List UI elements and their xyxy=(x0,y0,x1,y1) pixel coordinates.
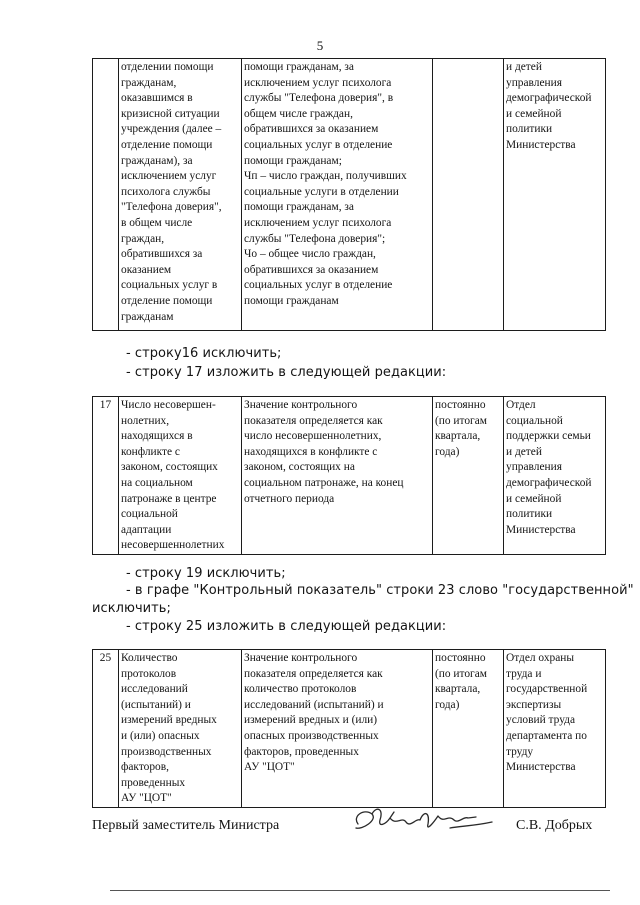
instruction-delete-row-19: - строку 19 исключить; xyxy=(126,566,286,581)
cell-text-line: и семейной xyxy=(506,107,562,120)
cell-text-line: Отдел xyxy=(506,399,536,411)
cell-calculation xyxy=(242,397,433,555)
cell-text-line: социальных услуг в отделение xyxy=(244,279,393,292)
table-row xyxy=(93,59,606,331)
cell-text-line: законом, состоящих xyxy=(121,461,218,474)
cell-text-line: квартала, xyxy=(435,683,481,696)
cell-text-line: государственной xyxy=(506,683,588,696)
cell-text-line: отчетного периода xyxy=(244,492,335,505)
cell-text-line: опасных производственных xyxy=(244,729,379,742)
instruction-edit-row-23-cont: исключить; xyxy=(92,601,171,616)
cell-text-line: года) xyxy=(435,445,460,458)
cell-text-line: измерений вредных xyxy=(121,714,217,727)
cell-text-line: службы "Телефона доверия", в xyxy=(244,92,394,105)
cell-text-line: исключением услуг xyxy=(121,170,217,183)
table-row xyxy=(93,397,606,555)
cell-text-line: условий труда xyxy=(506,714,576,727)
instruction-delete-row-16: - строку16 исключить; xyxy=(126,346,282,361)
cell-text-line: исследований (испытаний) и xyxy=(244,698,384,711)
cell-text-line: обратившихся за оказанием xyxy=(244,123,379,136)
cell-text-line: и детей xyxy=(506,61,542,73)
cell-text-line: отделении помощи xyxy=(121,61,214,73)
cell-text-line: отделение помощи xyxy=(121,138,213,151)
cell-text-line: число несовершеннолетних, xyxy=(244,430,382,443)
cell-number xyxy=(93,59,119,331)
handwritten-signature xyxy=(350,798,500,844)
cell-text-line: нолетних, xyxy=(121,414,170,427)
cell-text-line: года) xyxy=(435,698,460,711)
cell-text-line: политики xyxy=(506,123,553,136)
cell-text-line: службы "Телефона доверия"; xyxy=(244,232,386,245)
instruction-replace-row-17: - строку 17 изложить в следующей редакции: xyxy=(126,365,447,380)
cell-text-line: факторов, проведенных xyxy=(244,745,359,758)
cell-text-line: количество протоколов xyxy=(244,683,357,696)
cell-text-line: в общем числе xyxy=(121,216,193,229)
cell-number xyxy=(93,650,119,808)
cell-text-line: и (или) опасных xyxy=(121,729,200,742)
cell-text-line: конфликте с xyxy=(121,445,180,458)
cell-text-line: учреждения (далее – xyxy=(121,123,222,136)
cell-text-line: помощи гражданам xyxy=(244,294,339,307)
cell-text-line: и детей xyxy=(506,445,542,458)
cell-text-line: гражданам), за xyxy=(121,154,193,167)
cell-text-line: проведенных xyxy=(121,776,186,789)
cell-text-line: обратившихся за xyxy=(121,248,203,261)
cell-text-line: экспертизы xyxy=(506,698,562,711)
cell-text-line: показателя определяется как xyxy=(244,414,383,427)
instruction-replace-row-25: - строку 25 изложить в следующей редакции: xyxy=(126,619,447,634)
cell-text-line: постоянно xyxy=(435,399,486,411)
cell-frequency xyxy=(433,650,504,808)
cell-text-line: квартала, xyxy=(435,430,481,443)
cell-calculation xyxy=(242,650,433,808)
cell-indicator xyxy=(119,397,242,555)
cell-text-line: социальной xyxy=(121,508,178,521)
cell-text-line: находящихся в конфликте с xyxy=(244,445,378,458)
cell-calculation xyxy=(242,59,433,331)
cell-frequency xyxy=(433,59,504,331)
cell-text-line: общем числе граждан, xyxy=(244,107,353,120)
cell-text-line: демографической xyxy=(506,92,592,105)
cell-text-line: измерений вредных и (или) xyxy=(244,714,378,727)
cell-text-line: Отдел охраны xyxy=(506,652,575,664)
cell-text-line: Значение контрольного xyxy=(244,399,358,411)
cell-text-line: отделение помощи xyxy=(121,294,213,307)
cell-text-line: Министерства xyxy=(506,761,576,774)
cell-text-line: на социальном xyxy=(121,476,193,489)
cell-responsible xyxy=(504,59,606,331)
cell-text-line: демографической xyxy=(506,476,592,489)
cell-text-line: оказавшимся в xyxy=(121,92,193,105)
cell-text-line: "Телефона доверия", xyxy=(121,201,222,214)
cell-text-line: находящихся в xyxy=(121,430,193,443)
cell-text-line: исключением услуг психолога xyxy=(244,216,392,229)
cell-indicator xyxy=(119,59,242,331)
cell-text-line: труда и xyxy=(506,667,542,680)
cell-text-line: граждан, xyxy=(121,232,165,245)
cell-text-line: (по итогам xyxy=(435,667,487,680)
cell-text-line: политики xyxy=(506,508,553,521)
cell-text-line: труду xyxy=(506,745,534,758)
cell-text-line: социальном патронаже, на конец xyxy=(244,476,404,489)
cell-frequency xyxy=(433,397,504,555)
instruction-edit-row-23: - в графе "Контрольный показатель" строки 23 слово "государственной" xyxy=(126,583,634,598)
continuation-table xyxy=(92,58,606,331)
cell-text-line: адаптации xyxy=(121,523,172,536)
cell-text-line: Чп – число граждан, получивших xyxy=(244,170,407,183)
cell-text-line: исключением услуг психолога xyxy=(244,76,392,89)
cell-text-line: управления xyxy=(506,76,562,89)
cell-text-line: Министерства xyxy=(506,523,576,536)
cell-text-line: АУ "ЦОТ" xyxy=(121,792,172,805)
cell-text-line: факторов, xyxy=(121,761,169,774)
cell-text-line: управления xyxy=(506,461,562,474)
cell-text-line: 25 xyxy=(99,652,112,664)
cell-text-line: исследований xyxy=(121,683,188,696)
cell-text-line: Чо – общее число граждан, xyxy=(244,248,376,261)
cell-indicator xyxy=(119,650,242,808)
cell-responsible xyxy=(504,397,606,555)
cell-text-line: патронаже в центре xyxy=(121,492,217,505)
cell-text-line: законом, состоящих на xyxy=(244,461,355,474)
cell-text-line: гражданам xyxy=(121,310,174,323)
row-17-table xyxy=(92,396,606,555)
cell-text-line: протоколов xyxy=(121,667,177,680)
cell-text-line: постоянно xyxy=(435,652,486,664)
cell-text-line: помощи гражданам; xyxy=(244,154,342,167)
cell-number xyxy=(93,397,119,555)
cell-text-line: и семейной xyxy=(506,492,562,505)
cell-text-line: гражданам, xyxy=(121,76,177,89)
page-number: 5 xyxy=(316,38,324,53)
cell-text-line: Число несовершен- xyxy=(121,399,216,411)
signatory-name: С.В. Добрых xyxy=(516,818,593,833)
cell-text-line: несовершеннолетних xyxy=(121,539,225,552)
cell-text-line: Министерства xyxy=(506,138,576,151)
cell-responsible xyxy=(504,650,606,808)
cell-text-line: социальных услуг в отделение xyxy=(244,138,393,151)
signatory-position: Первый заместитель Министра xyxy=(92,818,280,833)
cell-text-line: производственных xyxy=(121,745,212,758)
cell-text-line: Количество xyxy=(121,652,178,664)
row-25-table xyxy=(92,649,606,808)
cell-text-line: социальные услуги в отделении xyxy=(244,185,399,198)
cell-text-line: АУ "ЦОТ" xyxy=(244,761,295,774)
cell-text-line: департамента по xyxy=(506,729,587,742)
cell-text-line: показателя определяется как xyxy=(244,667,383,680)
cell-text-line: социальных услуг в xyxy=(121,279,218,292)
cell-text-line: 17 xyxy=(99,399,112,411)
cell-text-line: психолога службы xyxy=(121,185,211,198)
table-row xyxy=(93,650,606,808)
cell-text-line: поддержки семьи xyxy=(506,430,591,443)
cell-text-line: (испытаний) и xyxy=(121,698,191,711)
cell-text-line: (по итогам xyxy=(435,414,487,427)
cell-text-line: оказанием xyxy=(121,263,172,276)
cell-text-line: помощи гражданам, за xyxy=(244,61,354,73)
cell-text-line: социальной xyxy=(506,414,563,427)
page-bottom-rule xyxy=(110,890,610,891)
cell-text-line: помощи гражданам, за xyxy=(244,201,354,214)
cell-text-line: Значение контрольного xyxy=(244,652,358,664)
cell-text-line: кризисной ситуации xyxy=(121,107,220,120)
cell-text-line: обратившихся за оказанием xyxy=(244,263,379,276)
